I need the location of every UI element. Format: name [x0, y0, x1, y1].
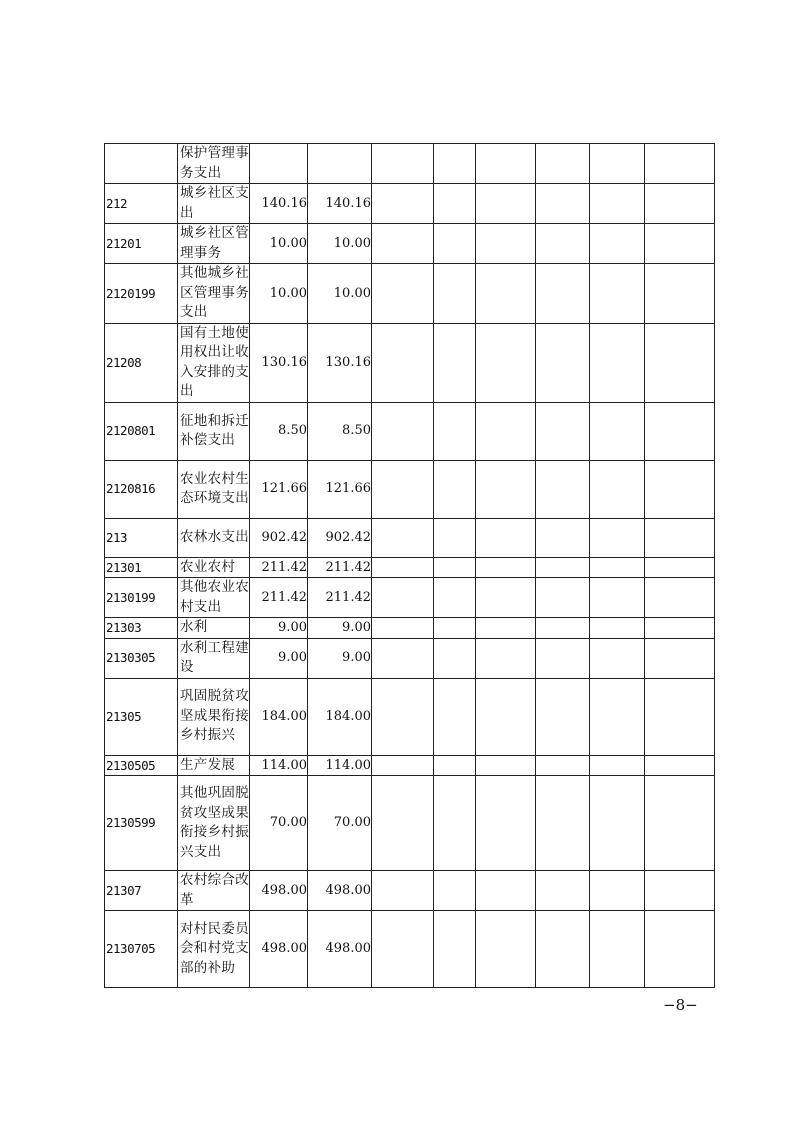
account-name-cell: 其他农业农村支出	[178, 578, 250, 618]
empty-cell	[476, 755, 536, 776]
empty-cell	[434, 911, 476, 988]
amount-general-budget-cell: 70.00	[308, 776, 372, 871]
empty-cell	[372, 402, 434, 460]
empty-cell	[645, 776, 715, 871]
account-name-cell: 农村综合改革	[178, 871, 250, 911]
amount-general-budget-cell: 10.00	[308, 224, 372, 264]
amount-general-budget-cell: 211.42	[308, 557, 372, 578]
empty-cell	[590, 224, 645, 264]
empty-cell	[645, 638, 715, 678]
account-name-cell: 农业农村生态环境支出	[178, 460, 250, 518]
table-row	[105, 557, 715, 578]
empty-cell	[590, 776, 645, 871]
empty-cell	[434, 264, 476, 324]
empty-cell	[590, 184, 645, 224]
account-code-cell: 2120199	[105, 264, 178, 324]
account-code-cell: 2130599	[105, 776, 178, 871]
empty-cell	[645, 755, 715, 776]
empty-cell	[645, 402, 715, 460]
table-row	[105, 578, 715, 618]
account-name-cell: 城乡社区支出	[178, 184, 250, 224]
account-name-cell: 巩固脱贫攻坚成果衔接乡村振兴	[178, 678, 250, 755]
account-code-cell: 21307	[105, 871, 178, 911]
account-name-cell: 农业农村	[178, 557, 250, 578]
empty-cell	[372, 264, 434, 324]
amount-total-cell: 121.66	[250, 460, 308, 518]
amount-general-budget-cell: 140.16	[308, 184, 372, 224]
empty-cell	[372, 224, 434, 264]
empty-cell	[536, 557, 590, 578]
empty-cell	[372, 638, 434, 678]
empty-cell	[372, 911, 434, 988]
table-row	[105, 755, 715, 776]
empty-cell	[590, 755, 645, 776]
empty-cell	[434, 144, 476, 184]
amount-total-cell: 902.42	[250, 518, 308, 557]
table-row	[105, 184, 715, 224]
empty-cell	[645, 518, 715, 557]
empty-cell	[434, 578, 476, 618]
table-row	[105, 776, 715, 871]
empty-cell	[536, 638, 590, 678]
empty-cell	[434, 678, 476, 755]
table-row	[105, 911, 715, 988]
account-code-cell: 212	[105, 184, 178, 224]
empty-cell	[476, 518, 536, 557]
empty-cell	[476, 776, 536, 871]
empty-cell	[434, 638, 476, 678]
empty-cell	[536, 518, 590, 557]
empty-cell	[590, 264, 645, 324]
empty-cell	[590, 678, 645, 755]
amount-general-budget-cell: 10.00	[308, 264, 372, 324]
empty-cell	[645, 224, 715, 264]
empty-cell	[590, 144, 645, 184]
table-body	[105, 144, 715, 988]
empty-cell	[434, 557, 476, 578]
table-row	[105, 678, 715, 755]
empty-cell	[536, 911, 590, 988]
amount-general-budget-cell: 498.00	[308, 911, 372, 988]
empty-cell	[590, 578, 645, 618]
empty-cell	[536, 776, 590, 871]
amount-total-cell: 9.00	[250, 638, 308, 678]
amount-general-budget-cell: 114.00	[308, 755, 372, 776]
empty-cell	[645, 911, 715, 988]
empty-cell	[590, 460, 645, 518]
empty-cell	[645, 557, 715, 578]
empty-cell	[434, 323, 476, 402]
empty-cell	[590, 518, 645, 557]
amount-total-cell: 10.00	[250, 264, 308, 324]
empty-cell	[372, 578, 434, 618]
empty-cell	[645, 184, 715, 224]
account-name-cell: 对村民委员会和村党支部的补助	[178, 911, 250, 988]
empty-cell	[645, 871, 715, 911]
amount-total-cell: 9.00	[250, 618, 308, 639]
empty-cell	[476, 144, 536, 184]
account-name-cell: 其他巩固脱贫攻坚成果衔接乡村振兴支出	[178, 776, 250, 871]
amount-general-budget-cell: 9.00	[308, 618, 372, 639]
empty-cell	[590, 638, 645, 678]
empty-cell	[372, 755, 434, 776]
empty-cell	[476, 402, 536, 460]
empty-cell	[645, 323, 715, 402]
empty-cell	[476, 184, 536, 224]
empty-cell	[476, 578, 536, 618]
empty-cell	[476, 323, 536, 402]
empty-cell	[476, 911, 536, 988]
table-row	[105, 402, 715, 460]
account-name-cell: 生产发展	[178, 755, 250, 776]
page-number: −8−	[663, 996, 698, 1014]
account-name-cell: 城乡社区管理事务	[178, 224, 250, 264]
table-row	[105, 460, 715, 518]
account-name-cell: 征地和拆迁补偿支出	[178, 402, 250, 460]
account-code-cell: 21303	[105, 618, 178, 639]
account-name-cell: 水利工程建设	[178, 638, 250, 678]
empty-cell	[645, 460, 715, 518]
empty-cell	[476, 460, 536, 518]
account-name-cell: 保护管理事务支出	[178, 144, 250, 184]
amount-general-budget-cell: 498.00	[308, 871, 372, 911]
empty-cell	[372, 871, 434, 911]
account-code-cell: 21201	[105, 224, 178, 264]
empty-cell	[372, 776, 434, 871]
empty-cell	[590, 871, 645, 911]
empty-cell	[476, 678, 536, 755]
account-code-cell: 2130199	[105, 578, 178, 618]
empty-cell	[372, 460, 434, 518]
empty-cell	[434, 184, 476, 224]
empty-cell	[372, 323, 434, 402]
table-row	[105, 518, 715, 557]
empty-cell	[536, 578, 590, 618]
empty-cell	[536, 871, 590, 911]
empty-cell	[476, 224, 536, 264]
table-row	[105, 224, 715, 264]
empty-cell	[590, 323, 645, 402]
amount-general-budget-cell	[308, 144, 372, 184]
amount-total-cell: 184.00	[250, 678, 308, 755]
empty-cell	[536, 323, 590, 402]
table-row	[105, 871, 715, 911]
account-code-cell: 2120801	[105, 402, 178, 460]
empty-cell	[476, 618, 536, 639]
amount-total-cell	[250, 144, 308, 184]
empty-cell	[476, 557, 536, 578]
table-row	[105, 264, 715, 324]
amount-general-budget-cell: 902.42	[308, 518, 372, 557]
amount-total-cell: 114.00	[250, 755, 308, 776]
budget-table	[104, 143, 715, 988]
empty-cell	[536, 678, 590, 755]
account-code-cell: 2120816	[105, 460, 178, 518]
amount-total-cell: 130.16	[250, 323, 308, 402]
empty-cell	[434, 618, 476, 639]
account-code-cell: 21305	[105, 678, 178, 755]
account-name-cell: 农林水支出	[178, 518, 250, 557]
empty-cell	[645, 578, 715, 618]
empty-cell	[645, 264, 715, 324]
empty-cell	[476, 264, 536, 324]
empty-cell	[434, 776, 476, 871]
empty-cell	[590, 557, 645, 578]
empty-cell	[372, 184, 434, 224]
empty-cell	[645, 144, 715, 184]
table-row	[105, 323, 715, 402]
account-code-cell: 2130705	[105, 911, 178, 988]
amount-total-cell: 140.16	[250, 184, 308, 224]
account-name-cell: 国有土地使用权出让收入安排的支出	[178, 323, 250, 402]
empty-cell	[536, 402, 590, 460]
table-row	[105, 638, 715, 678]
amount-total-cell: 70.00	[250, 776, 308, 871]
amount-general-budget-cell: 211.42	[308, 578, 372, 618]
amount-total-cell: 10.00	[250, 224, 308, 264]
empty-cell	[645, 678, 715, 755]
account-code-cell: 2130505	[105, 755, 178, 776]
empty-cell	[536, 460, 590, 518]
amount-total-cell: 498.00	[250, 871, 308, 911]
account-code-cell: 213	[105, 518, 178, 557]
account-code-cell: 21301	[105, 557, 178, 578]
empty-cell	[372, 618, 434, 639]
empty-cell	[590, 911, 645, 988]
empty-cell	[590, 618, 645, 639]
empty-cell	[536, 224, 590, 264]
amount-general-budget-cell: 130.16	[308, 323, 372, 402]
empty-cell	[434, 460, 476, 518]
empty-cell	[434, 871, 476, 911]
empty-cell	[372, 678, 434, 755]
empty-cell	[536, 184, 590, 224]
amount-total-cell: 211.42	[250, 578, 308, 618]
empty-cell	[372, 557, 434, 578]
empty-cell	[372, 518, 434, 557]
amount-total-cell: 498.00	[250, 911, 308, 988]
table-row	[105, 618, 715, 639]
empty-cell	[536, 755, 590, 776]
amount-total-cell: 211.42	[250, 557, 308, 578]
empty-cell	[590, 402, 645, 460]
empty-cell	[434, 755, 476, 776]
account-name-cell: 水利	[178, 618, 250, 639]
empty-cell	[434, 402, 476, 460]
empty-cell	[372, 144, 434, 184]
account-code-cell: 21208	[105, 323, 178, 402]
amount-general-budget-cell: 8.50	[308, 402, 372, 460]
empty-cell	[645, 618, 715, 639]
empty-cell	[536, 264, 590, 324]
account-name-cell: 其他城乡社区管理事务支出	[178, 264, 250, 324]
empty-cell	[434, 518, 476, 557]
empty-cell	[536, 618, 590, 639]
account-code-cell	[105, 144, 178, 184]
empty-cell	[476, 871, 536, 911]
table-row	[105, 144, 715, 184]
amount-general-budget-cell: 121.66	[308, 460, 372, 518]
empty-cell	[476, 638, 536, 678]
empty-cell	[536, 144, 590, 184]
amount-total-cell: 8.50	[250, 402, 308, 460]
empty-cell	[434, 224, 476, 264]
account-code-cell: 2130305	[105, 638, 178, 678]
amount-general-budget-cell: 184.00	[308, 678, 372, 755]
amount-general-budget-cell: 9.00	[308, 638, 372, 678]
